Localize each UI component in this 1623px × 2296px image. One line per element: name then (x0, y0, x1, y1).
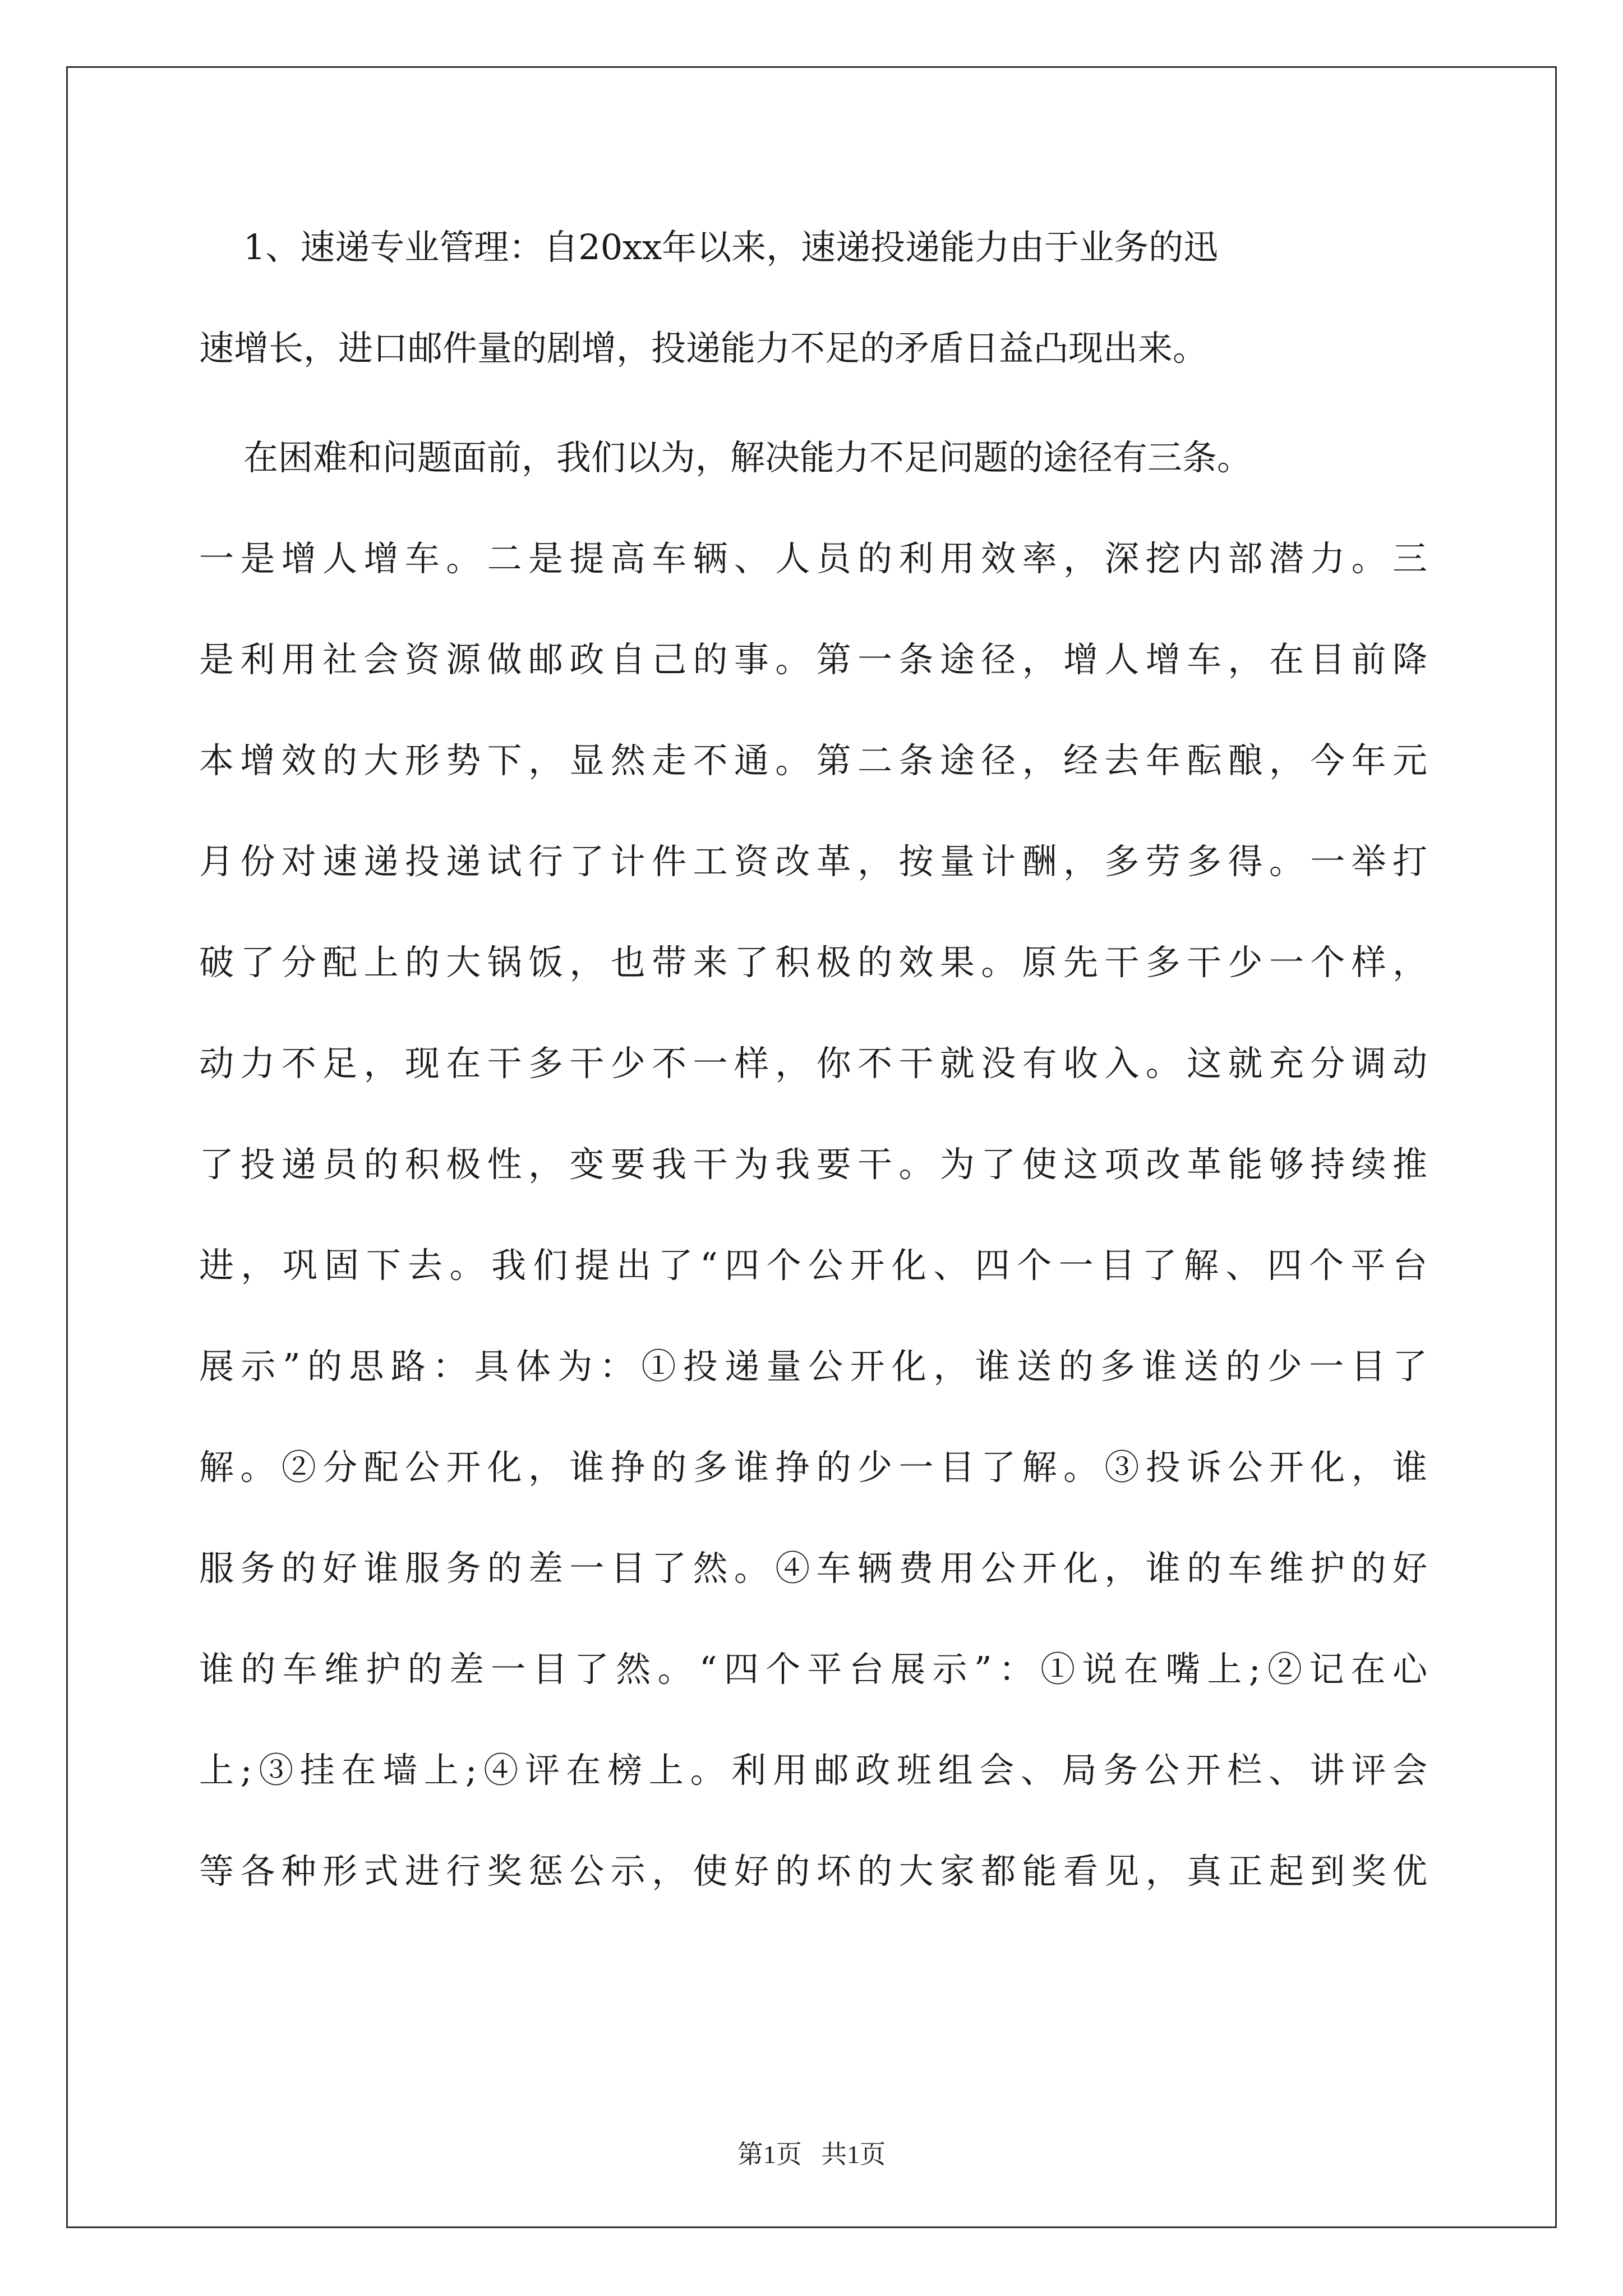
paragraph-1-line-1: 1、速递专业管理：自20xx年以来，速递投递能力由于业务的迅 (199, 227, 1219, 268)
paragraph-2-line-15: 等各种形式进行奖惩公示，使好的坏的大家都能看见，真正起到奖优 (199, 1851, 1427, 1892)
paragraph-2-line-2: 一是增人增车。二是提高车辆、人员的利用效率，深挖内部潜力。三 (199, 538, 1427, 579)
paragraph-2-line-12: 服务的好谁服务的差一目了然。④车辆费用公开化，谁的车维护的好 (199, 1548, 1427, 1589)
paragraph-2-line-8: 了投递员的积极性，变要我干为我要干。为了使这项改革能够持续推 (199, 1144, 1427, 1185)
paragraph-2-line-7: 动力不足，现在干多干少不一样，你不干就没有收入。这就充分调动 (199, 1043, 1427, 1084)
paragraph-2-line-10: 展示”的思路：具体为：①投递量公开化，谁送的多谁送的少一目了 (199, 1346, 1427, 1387)
paragraph-1-line-2: 速增长，进口邮件量的剧增，投递能力不足的矛盾日益凸现出来。 (199, 328, 1208, 369)
paragraph-2-line-9: 进，巩固下去。我们提出了“四个公开化、四个一目了解、四个平台 (199, 1245, 1427, 1286)
paragraph-2-line-3: 是利用社会资源做邮政自己的事。第一条途径，增人增车，在目前降 (199, 639, 1427, 680)
page-number-footer: 第1页 共1页 (737, 2140, 886, 2169)
paragraph-2-line-6: 破了分配上的大锅饭，也带来了积极的效果。原先干多干少一个样， (199, 942, 1427, 983)
paragraph-2-line-1: 在困难和问题面前，我们以为，解决能力不足问题的途径有三条。 (199, 437, 1252, 478)
paragraph-2-line-13: 谁的车维护的差一目了然。“四个平台展示”：①说在嘴上;②记在心 (199, 1649, 1427, 1690)
paragraph-2-line-5: 月份对速递投递试行了计件工资改革，按量计酬，多劳多得。一举打 (199, 841, 1427, 882)
paragraph-2-line-4: 本增效的大形势下，显然走不通。第二条途径，经去年酝酿，今年元 (199, 740, 1427, 781)
paragraph-2-line-14: 上;③挂在墙上;④评在榜上。利用邮政班组会、局务公开栏、讲评会 (199, 1750, 1427, 1791)
paragraph-2-line-11: 解。②分配公开化，谁挣的多谁挣的少一目了解。③投诉公开化，谁 (199, 1447, 1427, 1488)
